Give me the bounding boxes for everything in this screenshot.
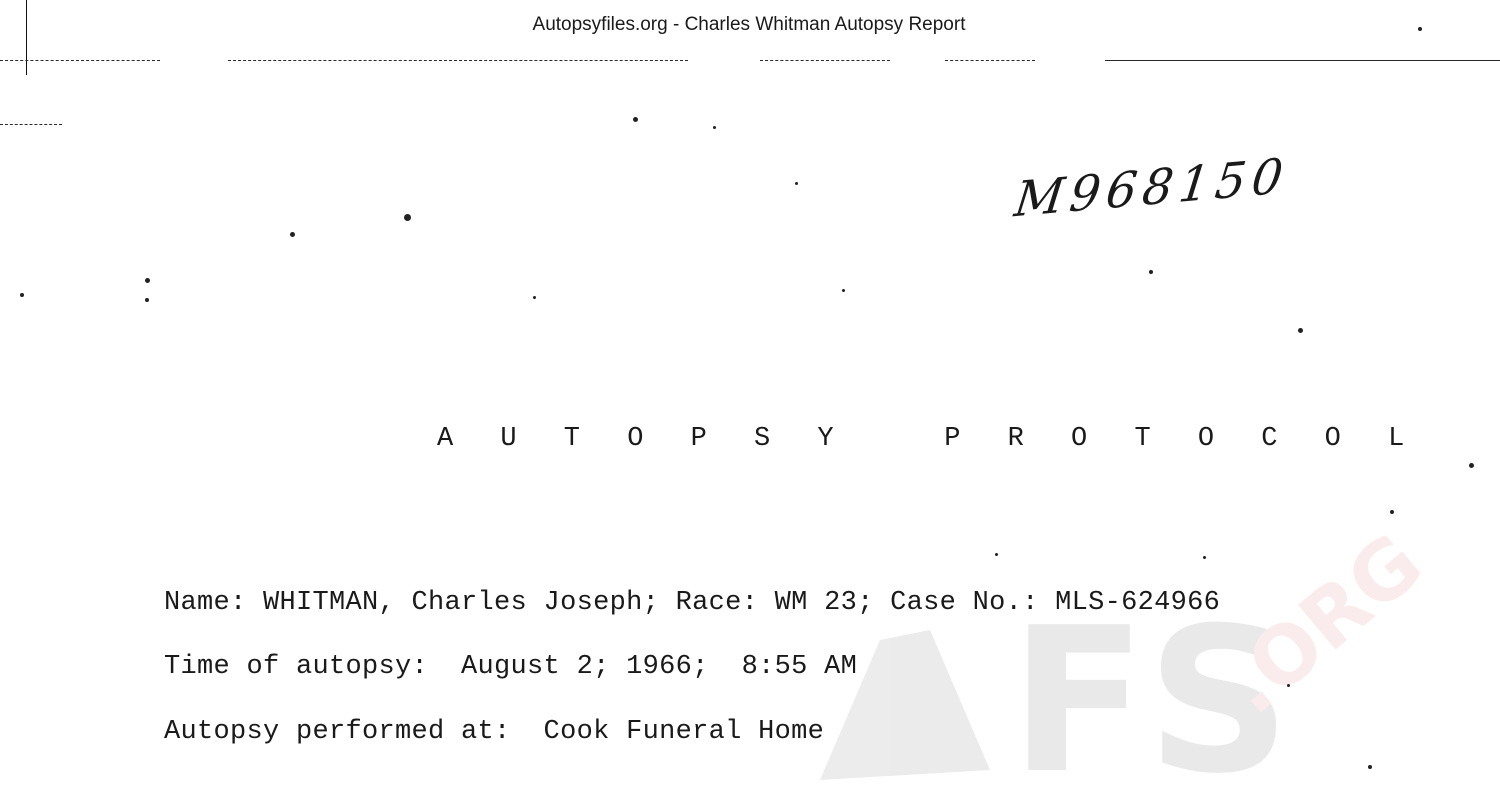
scan-speck <box>1203 556 1206 559</box>
watermark-letters: FS <box>1010 585 1291 800</box>
scan-speck <box>1469 463 1474 468</box>
scan-speck <box>404 214 411 221</box>
scan-speck <box>1418 27 1422 31</box>
scan-speck <box>1298 328 1303 333</box>
scan-speck <box>633 117 638 122</box>
scan-speck <box>145 278 150 283</box>
scan-speck <box>290 232 295 237</box>
header-rule-center-b <box>760 60 890 62</box>
autopsy-location-line: Autopsy performed at: Cook Funeral Home <box>164 717 825 747</box>
document-title: A U T O P S Y P R O T O C O L <box>437 424 1420 454</box>
header-title: Autopsyfiles.org - Charles Whitman Autopsy Report <box>532 14 966 35</box>
scan-speck <box>20 293 24 297</box>
header-rule-center-c <box>945 60 1035 62</box>
page-header <box>0 14 1499 36</box>
margin-mark <box>0 124 62 126</box>
header-rule-left <box>0 60 160 62</box>
name-race-case-line: Name: WHITMAN, Charles Joseph; Race: WM 23; Case No.: MLS-624966 <box>164 588 1221 618</box>
header-rule-right <box>1105 60 1500 62</box>
left-margin-line <box>26 0 27 75</box>
scan-speck <box>533 296 536 299</box>
scan-speck <box>1149 270 1153 274</box>
scan-speck <box>1368 765 1372 769</box>
time-of-autopsy-line: Time of autopsy: August 2; 1966; 8:55 AM <box>164 652 858 682</box>
scan-speck <box>1390 510 1394 514</box>
watermark-org: .ORG <box>1206 515 1440 733</box>
scan-speck <box>995 553 998 556</box>
scan-speck <box>713 126 716 129</box>
scan-speck <box>1287 684 1290 687</box>
scan-speck <box>795 182 798 185</box>
scan-speck <box>842 289 845 292</box>
handwritten-case-number: M968150 <box>1011 147 1292 229</box>
scan-speck <box>145 298 149 302</box>
header-rule-center <box>228 60 688 62</box>
